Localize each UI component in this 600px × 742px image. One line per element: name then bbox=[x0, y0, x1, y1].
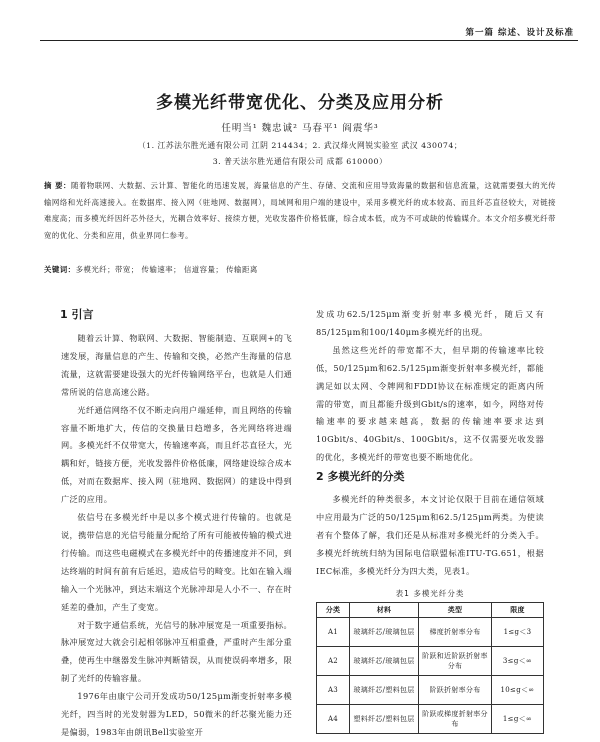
paragraph: 多模光纤的种类很多，本文讨论仅限于目前在通信领域中应用最为广泛的50/125μm和62.5/125μm两类。为使读者有个整体了解，我们还是从标准对多模光纤的分类入手。多模光纤统统归纳为国际电信联盟标准ITU-TG.651，根据IEC标准，多模光纤分为四大类，见表1。 bbox=[316, 494, 544, 576]
cell-limit: 3≤g＜∞ bbox=[492, 647, 544, 676]
fiber-classification-table bbox=[316, 602, 544, 734]
cell-material: 玻璃纤芯/塑料包层 bbox=[350, 676, 419, 705]
cell-category: A3 bbox=[317, 676, 350, 705]
section-heading-classification: 2 多模光纤的分类 bbox=[316, 470, 405, 483]
right-column-section2 bbox=[316, 491, 544, 581]
right-column-continuation bbox=[316, 306, 544, 467]
table-row bbox=[317, 676, 544, 705]
cell-material: 塑料纤芯/塑料包层 bbox=[350, 705, 419, 734]
cell-limit: 10≤g＜∞ bbox=[492, 676, 544, 705]
cell-category: A2 bbox=[317, 647, 350, 676]
cell-type: 梯度折射率分布 bbox=[419, 618, 492, 647]
paper-title: 多模光纤带宽优化、分类及应用分析 bbox=[156, 93, 444, 113]
left-column-body bbox=[61, 330, 292, 742]
table-header-row bbox=[317, 603, 544, 618]
abstract bbox=[44, 178, 556, 244]
keywords-label: 关键词： bbox=[44, 265, 76, 274]
header-type: 类型 bbox=[419, 603, 492, 618]
cell-material: 玻璃纤芯/玻璃包层 bbox=[350, 647, 419, 676]
cell-category: A1 bbox=[317, 618, 350, 647]
section-heading-introduction: 1 引言 bbox=[60, 308, 94, 321]
table-row bbox=[317, 705, 544, 734]
cell-type: 阶跃和近阶跃折射率分布 bbox=[419, 647, 492, 676]
abstract-text: 随着物联网、大数据、云计算、智能化的迅速发展，海量信息的产生、存储、交流和应用导致海量的数据和信息流量，这就需要强大的光传输网络和光纤高速接入。在数据库、接入网（驻地网、数据网），局域网和用户端的建设中，采用多模光纤的成本较高、而且纤芯直径较大，对链接难度高；而多模光纤因纤芯外径大，光耦合效率好、接续方便，光收发器件价格低廉，综合成本低，成为不可或缺的传输媒介。本文介绍多模光纤带宽的优化、分类和应用，供业界同仁参考。 bbox=[44, 181, 556, 240]
paragraph: 依信号在多模光纤中是以多个模式进行传输的。也就是说，携带信息的光信号能量分配给了所有可能被传输的模式进行传输。而这些电磁模式在多模光纤中的传播速度并不同，到达终端的时间有前有后延迟，造成信号的畸变。比如在输入端输入一个光脉冲，到达末端这个光脉冲却是人小不一、存在时延差的叠加，产生了变宽。 bbox=[61, 512, 292, 612]
cell-type: 阶跃折射率分布 bbox=[419, 676, 492, 705]
running-head bbox=[40, 26, 578, 41]
author-list: 任明当¹ 魏忠诚² 马春平¹ 阎震华³ bbox=[221, 123, 379, 134]
paragraph: 1976年由康宁公司开发成功50/125μm渐变折射率多模光纤，四当时的光发射器为LED，50微米的纤芯聚光能力还是偏弱，1983年由朗讯Bell实验室开 bbox=[61, 691, 292, 737]
table-row bbox=[317, 618, 544, 647]
affiliation-line-2: 3. 普天法尔胜光通信有限公司 成都 610000） bbox=[212, 157, 388, 166]
paragraph: 发成功62.5/125μm渐变折射率多模光纤，随后又有85/125μm和100/140μm多模光纤的出现。 bbox=[316, 309, 544, 337]
keywords bbox=[44, 264, 556, 275]
paragraph: 光纤通信网络不仅不断走向用户端延伸，而且网络的传输容量不断地扩大，传信的交换量日趋增多，各光网络将进端网。多模光纤不仅带宽大，传输速率高，而且纤芯直径大，光耦和好，链接方便，光收发器件价格低廉，网络建设综合成本低，对而在数据库、接入网（驻地网、数据网）的建设中得到广泛的应用。 bbox=[61, 404, 292, 505]
header-material: 材料 bbox=[350, 603, 419, 618]
cell-category: A4 bbox=[317, 705, 350, 734]
affiliation-line-1: （1. 江苏法尔胜光通有限公司 江阴 214434；2. 武汉烽火网锐实验室 武汉 430074； bbox=[137, 141, 463, 150]
cell-material: 玻璃纤芯/玻璃包层 bbox=[350, 618, 419, 647]
keywords-text: 多模光纤；带宽； 传输速率； 信道容量； 传输距离 bbox=[75, 265, 258, 274]
abstract-label: 摘 要： bbox=[44, 181, 71, 190]
running-head-text: 第一篇 综述、设计及标准 bbox=[465, 28, 574, 38]
header-category: 分类 bbox=[317, 603, 350, 618]
table-caption: 表1 多模光纤分类 bbox=[395, 589, 465, 598]
paragraph: 对于数字通信系统，光信号的脉冲展宽是一项重要指标。脉冲展宽过大就会引起相邻脉冲互相重叠，严重时产生部分重叠，使再生中继器发生脉冲判断错误，从而使误码率增多，限制了光纤的传输容量。 bbox=[61, 619, 292, 684]
paragraph: 随着云计算、物联网、大数据、智能制造、互联网+的飞速发展，海量信息的产生、传输和交换，必然产生海量的信息流量，这就需要建设强大的光纤传输网络平台，也就是人们通常所说的信息高速公路。 bbox=[61, 333, 292, 397]
cell-limit: 1≤g＜∞ bbox=[492, 705, 544, 734]
cell-type: 阶跃或梯度折射率分布 bbox=[419, 705, 492, 734]
paragraph: 虽然这些光纤的带宽都不大，但早期的传输速率比较低，50/125μm和62.5/125μm渐变折射率多模光纤，都能满足如以太网、令牌网和FDDI协议在标准规定的距离内所需的带宽，而且都能升级到Gbit/s的速率，如今，网络对传输速率的要求越来越高，数据的传输速率要求达到10Gbit/s、40Gbit/s、100Gbit/s，这不仅需要光收发器的优化，多模光纤的带宽也要不断地优化。 bbox=[316, 344, 544, 463]
header-limit: 限度 bbox=[492, 603, 544, 618]
table-row bbox=[317, 647, 544, 676]
cell-limit: 1≤g＜3 bbox=[492, 618, 544, 647]
